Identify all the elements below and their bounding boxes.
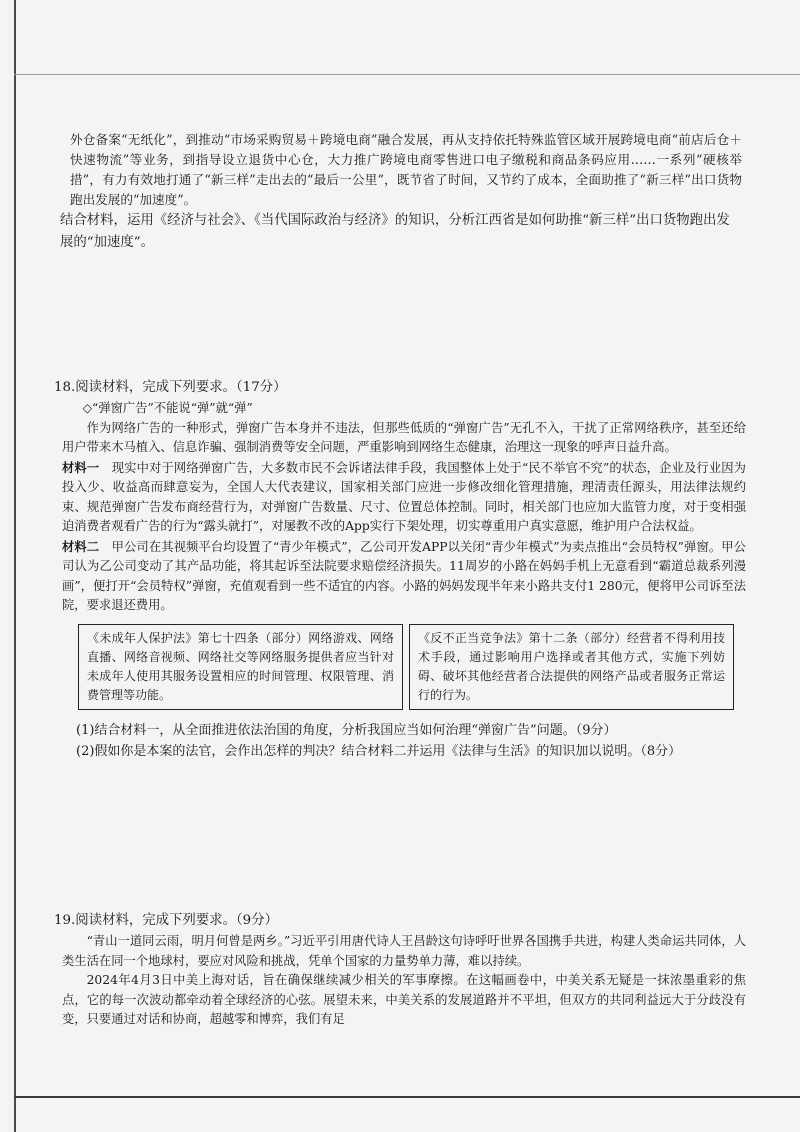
question-18-sub-2: (2)假如你是本案的法官，会作出怎样的判决？结合材料二并运用《法律与生活》的知识加以说明。（8分） bbox=[76, 743, 682, 759]
material-2-text: 甲公司在其视频平台均设置了“青少年模式”，乙公司开发APP以关闭“青少年模式”为卖点推出“会员特权”弹窗。甲公司认为乙公司变动了其产品功能，将其起诉至法院要求赔偿经济损失。11周岁的小路在妈妈手机上无意看到“霸道总裁系列漫画”，便打开“会员特权”弹窗，充值观看到一些不适宜的内容。小路的妈妈发现半年来小路共支付1 280元，便将甲公司诉至法院，要求退还费用。 bbox=[62, 539, 746, 612]
question-18-intro: 作为网络广告的一种形式，弹窗广告本身并不违法，但那些低质的“弹窗广告”无孔不入，干扰了正常网络秩序，甚至还给用户带来木马植入、信息诈骗、强制消费等安全问题，严重影响到网络生态健康，治理这一现象的呼声日益升高。 bbox=[62, 420, 746, 454]
top-block bbox=[60, 130, 742, 254]
material-paragraph: 外仓备案“无纸化”，到推动“市场采购贸易＋跨境电商”融合发展，再从支持依托特殊监管区域开展跨境电商“前店后仓＋快速物流”等业务，到指导设立退货中心仓，大力推广跨境电商零售进口电子缴税和商品条码应用……一系列“硬核举措”，有力有效地打通了“新三样”走出去的“最后一公里”，既节省了时间，又节约了成本，全面助推了“新三样”出口货物跑出发展的“加速度”。 bbox=[70, 132, 742, 207]
material-1 bbox=[62, 458, 746, 537]
question-18-heading: 18.阅读材料，完成下列要求。（17分） bbox=[54, 380, 287, 395]
law-boxes bbox=[78, 624, 734, 710]
question-19-para-2: 2024年4月3日中美上海对话，旨在确保继续减少相关的军事摩擦。在这幅画卷中，中美关系无疑是一抹浓墨重彩的焦点，它的每一次波动都牵动着全球经济的心弦。展望未来，中美关系的发展道路并不平坦，但双方的共同利益远大于分歧没有变，只要通过对话和协商，超越零和博弈，我们有足 bbox=[62, 973, 746, 1026]
question-17-prompt: 结合材料，运用《经济与社会》、《当代国际政治与经济》的知识，分析江西省是如何助推“新三样”出口货物跑出发展的“加速度”。 bbox=[60, 213, 730, 250]
question-18-subtitle: ◇“弹窗广告”不能说“弹”就“弹” bbox=[82, 401, 253, 415]
law-box-unfair-competition: 《反不正当竞争法》第十二条（部分）经营者不得利用技术手段，通过影响用户选择或者其他方式，实施下列妨碍、破坏其他经营者合法提供的网络产品或者服务正常运行的行为。 bbox=[409, 624, 734, 710]
question-18-sub-1: (1)结合材料一，从全面推进依法治国的角度，分析我国应当如何治理“弹窗广告”问题。（9分） bbox=[76, 722, 617, 738]
material-1-text: 现实中对于网络弹窗广告，大多数市民不会诉诸法律手段，我国整体上处于“民不举官不究”的状态，企业及行业因为投入少、收益高而肆意妄为，全国人大代表建议，国家相关部门应进一步修改细化管理措施，理清责任源头，用法律法规约束、规范弹窗广告发布商经营行为，对弹窗广告数量、尺寸、位置总体控制。同时，相关部门也应加大监管力度，对于变相强迫消费者观看广告的行为“露头就打”，对屡教不改的App实行下架处理，切实尊重用户真实意愿，维护用户合法权益。 bbox=[62, 460, 746, 533]
law-box-minor-protection: 《未成年人保护法》第七十四条（部分）网络游戏、网络直播、网络音视频、网络社交等网络服务提供者应当针对未成年人使用其服务设置相应的时间管理、权限管理、消费管理等功能。 bbox=[78, 624, 403, 710]
question-19-para-1: “青山一道同云雨，明月何曾是两乡。”习近平引用唐代诗人王昌龄这句诗呼吁世界各国携手共进，构建人类命运共同体，人类生活在同一个地球村，要应对风险和挑战，凭单个国家的力量势单力薄，难以持续。 bbox=[62, 934, 746, 968]
question-19-heading: 19.阅读材料，完成下列要求。（9分） bbox=[54, 913, 278, 928]
material-2-label: 材料二 bbox=[62, 538, 100, 554]
material-1-label: 材料一 bbox=[62, 459, 100, 475]
scan-border-bottom bbox=[14, 1096, 800, 1098]
material-2 bbox=[62, 537, 746, 616]
question-19 bbox=[54, 910, 746, 1030]
question-18 bbox=[54, 377, 746, 762]
scan-border-top bbox=[14, 74, 800, 75]
scan-border-left bbox=[14, 0, 16, 1132]
